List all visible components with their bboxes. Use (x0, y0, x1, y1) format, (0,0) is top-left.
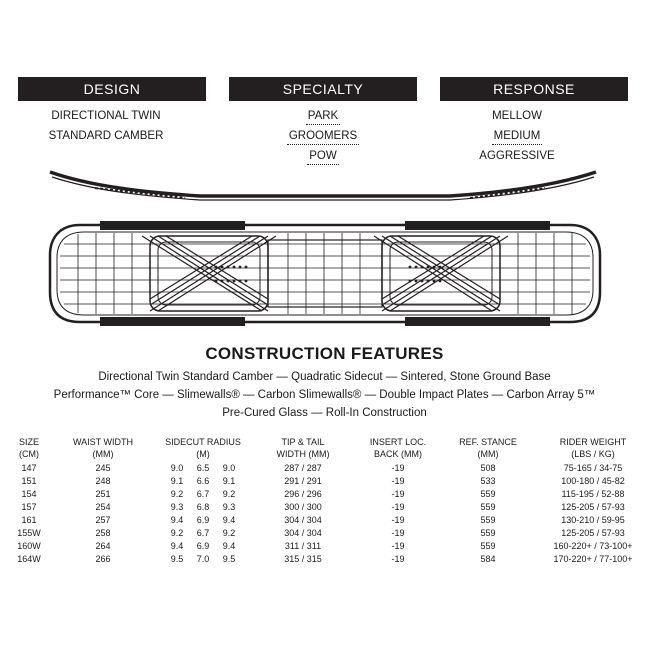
cell-stance: 584 (480, 554, 496, 564)
board-profile (50, 172, 596, 200)
cell-sidecut: 9.4 6.9 9.4 (170, 541, 236, 551)
cell-stance: 533 (480, 476, 496, 486)
cell-waist: 264 (95, 541, 111, 551)
table-row (10, 488, 648, 501)
specialty-header: SPECIALTY (229, 77, 417, 101)
cell-weight: 130-210 / 59-95 (561, 515, 625, 525)
construction-line: Directional Twin Standard Camber — Quadratic Sidecut — Sintered, Stone Ground Base (98, 371, 551, 383)
cell-stance: 559 (480, 502, 496, 512)
column-header-stance: REF. STANCE (MM) (459, 437, 517, 459)
specialty-item-park: PARK (306, 108, 340, 125)
column-header-sidecut: SIDECUT RADIUS (M) (165, 437, 241, 459)
cell-tiptail: 287 / 287 (284, 463, 322, 473)
cell-weight: 75-165 / 34-75 (563, 463, 623, 473)
table-row (10, 501, 648, 514)
cell-waist: 266 (95, 554, 111, 564)
response-list (423, 108, 611, 168)
cell-insert: -19 (391, 515, 405, 525)
column-header-waist: WAIST WIDTH (MM) (73, 437, 133, 459)
cell-tiptail: 304 / 304 (284, 515, 322, 525)
table-header-row (10, 436, 648, 462)
cell-waist: 257 (95, 515, 111, 525)
column-header-tiptail: TIP & TAIL WIDTH (MM) (276, 437, 330, 459)
cell-insert: -19 (391, 528, 405, 538)
cell-stance: 559 (480, 541, 496, 551)
snowboard-illustration (0, 160, 649, 340)
cell-tiptail: 291 / 291 (284, 476, 322, 486)
cell-size: 151 (21, 476, 37, 486)
cell-weight: 170-220+ / 77-100+ (553, 554, 633, 564)
cell-sidecut: 9.4 6.9 9.4 (170, 515, 236, 525)
table-row (10, 553, 648, 566)
spec-table (10, 436, 648, 566)
response-item-aggressive: AGGRESSIVE (479, 150, 555, 162)
specialty-item-groomers: GROOMERS (287, 128, 359, 145)
construction-line: Pre-Cured Glass — Roll-In Construction (222, 407, 427, 419)
cell-weight: 160-220+ / 73-100+ (553, 541, 633, 551)
cell-weight: 115-195 / 52-88 (561, 489, 625, 499)
design-item: STANDARD CAMBER (48, 130, 164, 142)
cell-tiptail: 315 / 315 (284, 554, 322, 564)
design-item: DIRECTIONAL TWIN (51, 110, 161, 122)
construction-line: Performance™ Core — Slimewalls® — Carbon Slimewalls® — Double Impact Plates — Carbon Array 5™ (53, 389, 596, 401)
cell-insert: -19 (391, 463, 405, 473)
specialty-item-pow: POW (307, 148, 338, 165)
column-header-insert: INSERT LOC. BACK (MM) (369, 437, 427, 459)
column-header-size: SIZE (CM) (18, 437, 39, 459)
cell-insert: -19 (391, 541, 405, 551)
cell-stance: 559 (480, 489, 496, 499)
cell-sidecut: 9.3 6.8 9.3 (170, 502, 236, 512)
cell-size: 160W (17, 541, 41, 551)
cell-size: 161 (21, 515, 37, 525)
cell-sidecut: 9.2 6.7 9.2 (170, 528, 236, 538)
board-topview (50, 221, 600, 326)
cell-tiptail: 300 / 300 (284, 502, 322, 512)
response-header: RESPONSE (440, 77, 628, 101)
cell-insert: -19 (391, 489, 405, 499)
response-item-medium: MEDIUM (492, 128, 543, 145)
cell-stance: 508 (480, 463, 496, 473)
table-row (10, 527, 648, 540)
cell-stance: 559 (480, 528, 496, 538)
table-row (10, 540, 648, 553)
cell-size: 147 (21, 463, 37, 473)
cell-tiptail: 304 / 304 (284, 528, 322, 538)
cell-waist: 248 (95, 476, 111, 486)
cell-size: 154 (21, 489, 37, 499)
cell-waist: 251 (95, 489, 111, 499)
cell-tiptail: 311 / 311 (284, 541, 322, 551)
design-list (12, 108, 200, 148)
cell-sidecut: 9.2 6.7 9.2 (170, 489, 236, 499)
cell-size: 155W (17, 528, 41, 538)
cell-size: 164W (17, 554, 41, 564)
table-row (10, 514, 648, 527)
cell-weight: 100-180 / 45-82 (561, 476, 625, 486)
cell-sidecut: 9.0 6.5 9.0 (170, 463, 236, 473)
table-row (10, 462, 648, 475)
column-header-weight: RIDER WEIGHT (LBS / KG) (559, 437, 627, 459)
design-header: DESIGN (18, 77, 206, 101)
response-item-mellow: MELLOW (492, 110, 542, 122)
table-row (10, 475, 648, 488)
cell-insert: -19 (391, 476, 405, 486)
cell-sidecut: 9.5 7.0 9.5 (170, 554, 236, 564)
construction-title: CONSTRUCTION FEATURES (205, 344, 444, 363)
cell-sidecut: 9.1 6.6 9.1 (170, 476, 236, 486)
cell-waist: 258 (95, 528, 111, 538)
cell-waist: 245 (95, 463, 111, 473)
cell-weight: 125-205 / 57-93 (561, 502, 625, 512)
cell-size: 157 (21, 502, 37, 512)
cell-insert: -19 (391, 502, 405, 512)
cell-tiptail: 296 / 296 (284, 489, 322, 499)
cell-waist: 254 (95, 502, 111, 512)
cell-weight: 125-205 / 57-93 (561, 528, 625, 538)
cell-insert: -19 (391, 554, 405, 564)
cell-stance: 559 (480, 515, 496, 525)
specialty-list (229, 108, 417, 168)
